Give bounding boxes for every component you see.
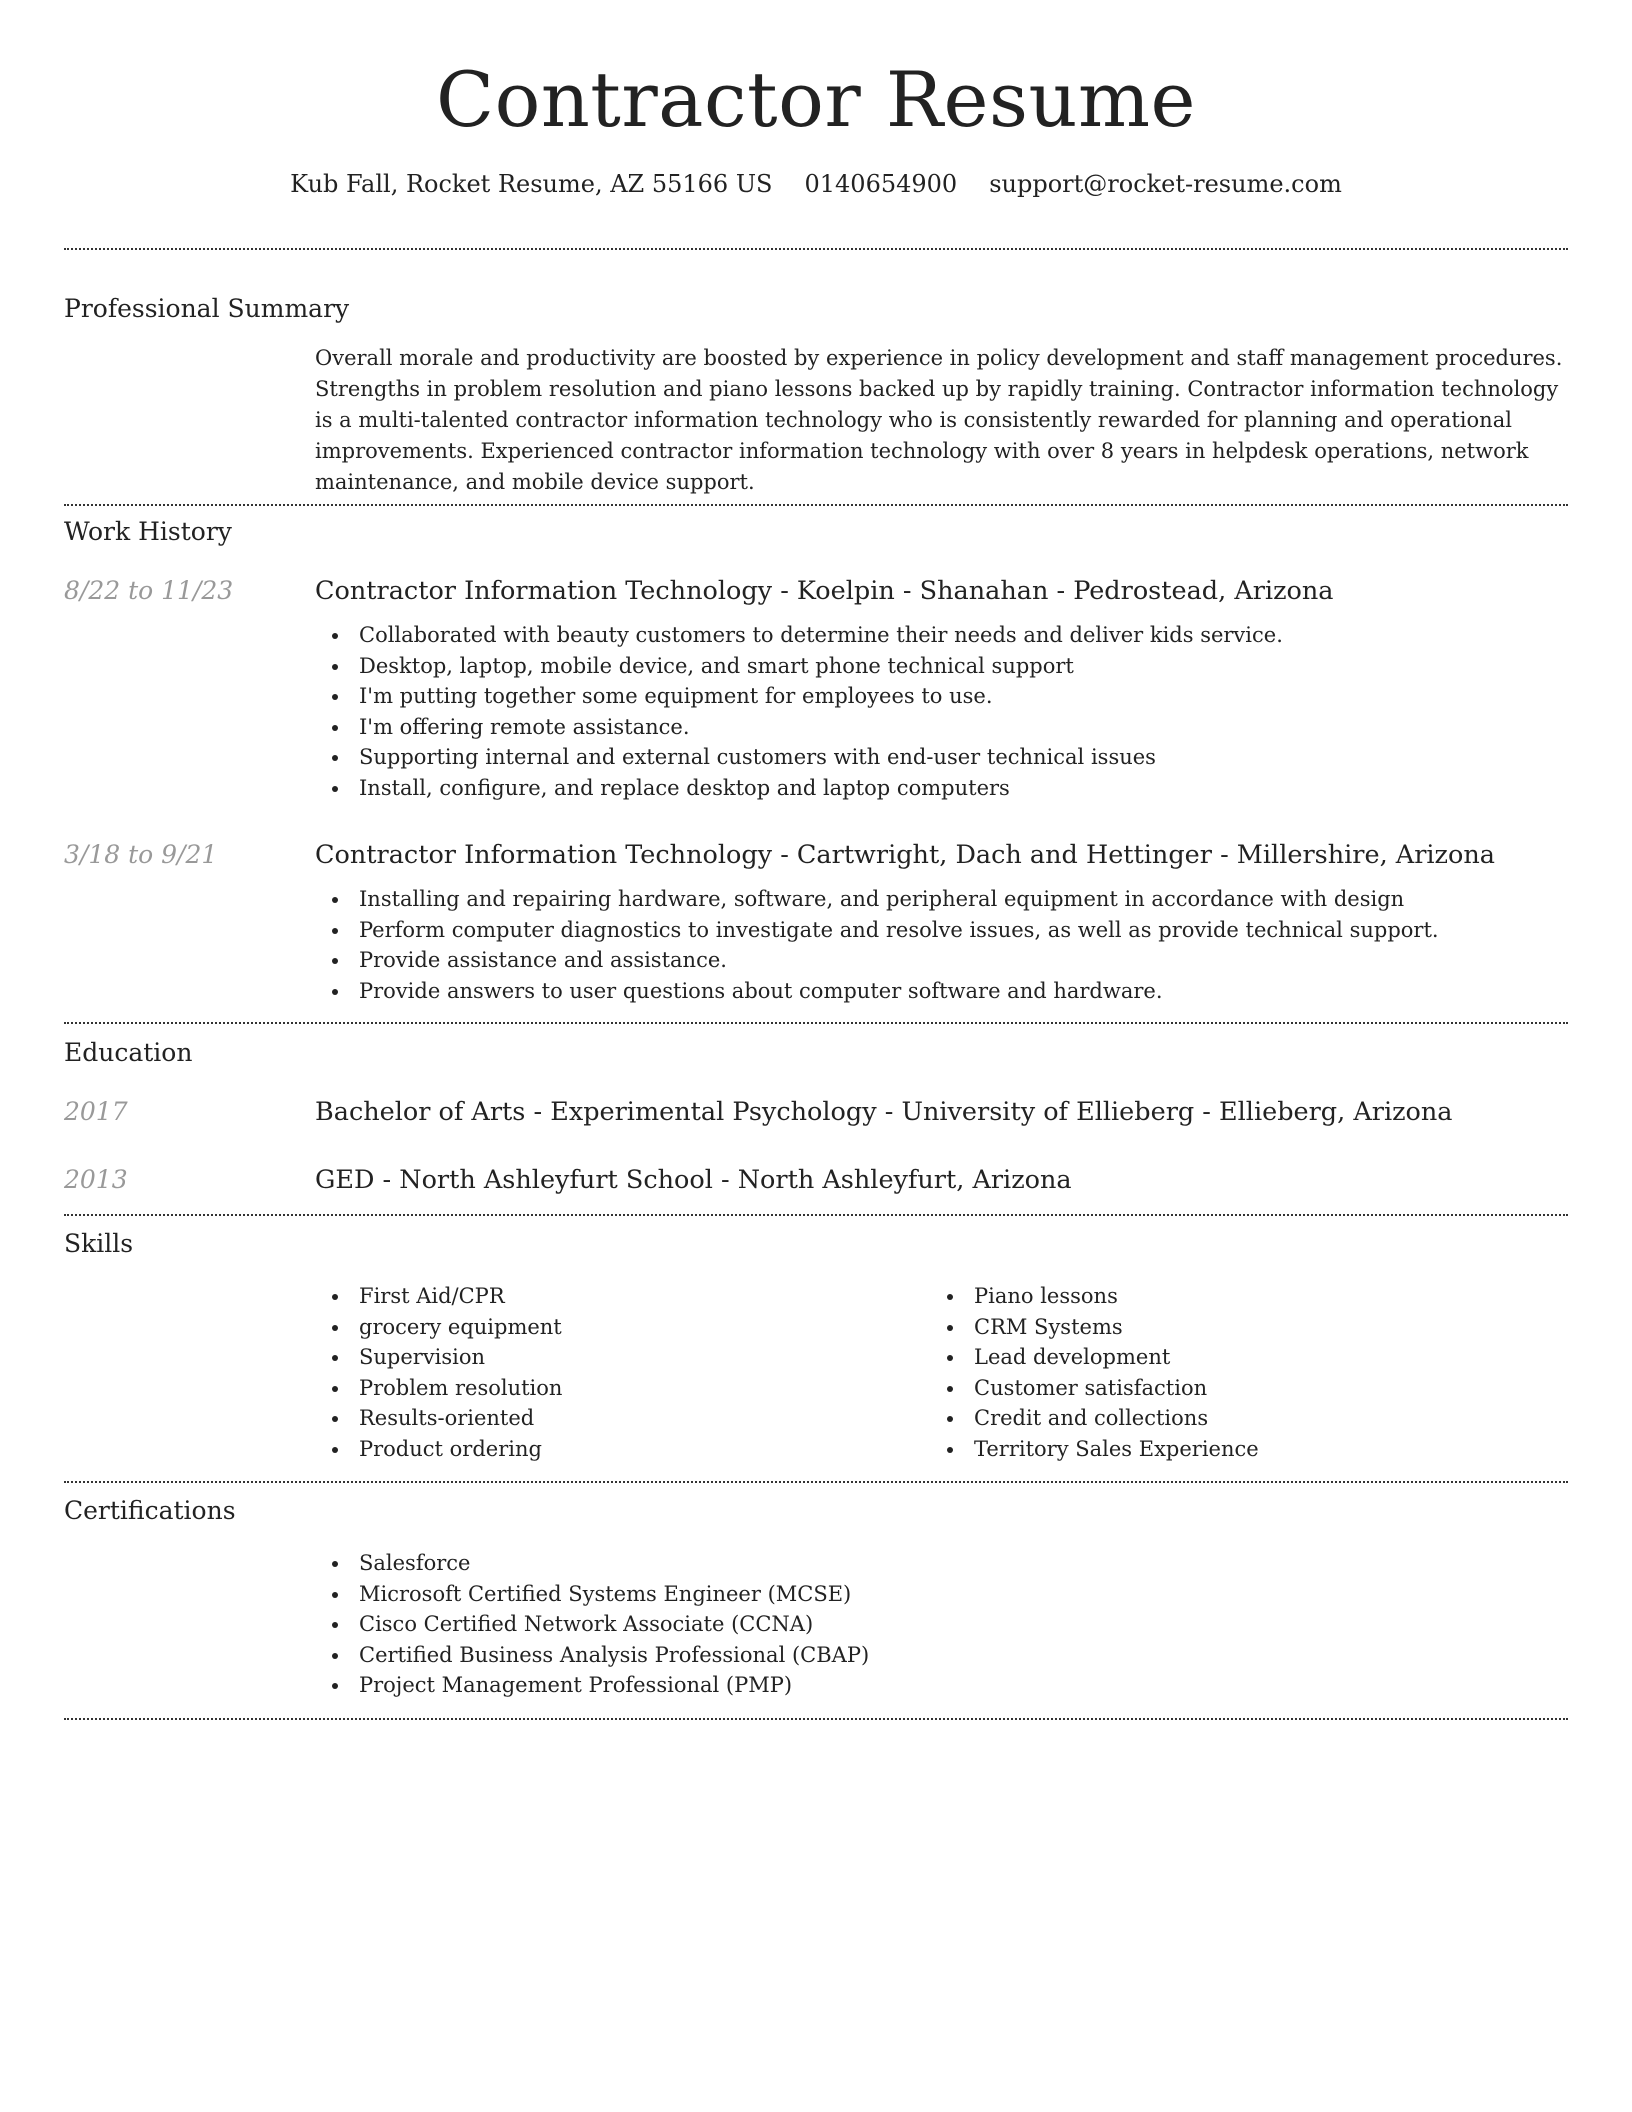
list-item: grocery equipment — [315, 1312, 930, 1343]
certifications-section — [64, 1494, 1568, 1701]
list-item: I'm putting together some equipment for employees to use. — [315, 681, 1568, 712]
list-item: Results-oriented — [315, 1403, 930, 1434]
skills-list-left — [315, 1281, 930, 1464]
section-divider — [64, 1214, 1568, 1216]
contact-phone: 0140654900 — [804, 170, 958, 198]
list-item: Project Management Professional (PMP) — [315, 1670, 1568, 1701]
list-item: CRM Systems — [930, 1312, 1545, 1343]
contact-address: Kub Fall, Rocket Resume, AZ 55166 US — [290, 170, 773, 198]
section-divider — [64, 504, 1568, 506]
list-item: Cisco Certified Network Associate (CCNA) — [315, 1609, 1568, 1640]
section-divider — [64, 1481, 1568, 1483]
skills-section — [64, 1227, 1568, 1464]
section-title-summary: Professional Summary — [64, 294, 350, 323]
list-item: Problem resolution — [315, 1373, 930, 1404]
education-detail: Bachelor of Arts - Experimental Psychology - University of Ellieberg - Ellieberg, Arizona — [315, 1097, 1453, 1127]
job-entry — [64, 838, 1568, 1006]
summary-section — [64, 292, 1568, 498]
list-item: Credit and collections — [930, 1403, 1545, 1434]
list-item: Microsoft Certified Systems Engineer (MCSE) — [315, 1579, 1568, 1610]
job-bullets — [315, 884, 1568, 1006]
certifications-list — [315, 1548, 1568, 1701]
job-entry — [64, 574, 1568, 803]
list-item: Customer satisfaction — [930, 1373, 1545, 1404]
resume-page — [64, 0, 1568, 2112]
contact-info — [64, 168, 1568, 200]
list-item: Lead development — [930, 1342, 1545, 1373]
summary-text: Overall morale and productivity are boosted by experience in policy development and staff management procedures. Strengths in problem resolution and piano lessons backed up by rapidly training. Contractor information technology is a multi-talented contractor information technology who is consistently rewarded for planning and operational improvements. Experienced contractor information technology with over 8 years in helpdesk operations, network maintenance, and mobile device support. — [315, 346, 1563, 494]
list-item: Provide assistance and assistance. — [315, 945, 1568, 976]
work-history-section — [64, 515, 1568, 1006]
skills-list-right — [930, 1281, 1545, 1464]
list-item: Salesforce — [315, 1548, 1568, 1579]
resume-header — [64, 52, 1568, 200]
job-title: Contractor Information Technology - Koelpin - Shanahan - Pedrostead, Arizona — [315, 576, 1334, 606]
contact-email: support@rocket-resume.com — [989, 170, 1342, 198]
section-divider — [64, 248, 1568, 250]
list-item: Supporting internal and external customers with end-user technical issues — [315, 742, 1568, 773]
section-title-education: Education — [64, 1038, 193, 1067]
list-item: Provide answers to user questions about computer software and hardware. — [315, 976, 1568, 1007]
list-item: Supervision — [315, 1342, 930, 1373]
section-divider — [64, 1022, 1568, 1024]
section-title-work-history: Work History — [64, 517, 232, 546]
list-item: Installing and repairing hardware, software, and peripheral equipment in accordance with design — [315, 884, 1568, 915]
job-dates: 8/22 to 11/23 — [64, 576, 234, 605]
section-title-skills: Skills — [64, 1229, 134, 1258]
skills-grid — [315, 1281, 1568, 1464]
list-item: Install, configure, and replace desktop and laptop computers — [315, 773, 1568, 804]
education-year: 2017 — [64, 1097, 128, 1126]
section-divider — [64, 1718, 1568, 1720]
list-item: Collaborated with beauty customers to determine their needs and deliver kids service. — [315, 620, 1568, 651]
list-item: First Aid/CPR — [315, 1281, 930, 1312]
education-section — [64, 1036, 1568, 1197]
list-item: Certified Business Analysis Professional (CBAP) — [315, 1640, 1568, 1671]
job-bullets — [315, 620, 1568, 803]
resume-title: Contractor Resume — [435, 55, 1197, 144]
job-title: Contractor Information Technology - Cartwright, Dach and Hettinger - Millershire, Arizona — [315, 840, 1495, 870]
education-detail: GED - North Ashleyfurt School - North Ashleyfurt, Arizona — [315, 1165, 1072, 1195]
list-item: Desktop, laptop, mobile device, and smart phone technical support — [315, 651, 1568, 682]
list-item: Piano lessons — [930, 1281, 1545, 1312]
list-item: Territory Sales Experience — [930, 1434, 1545, 1465]
job-dates: 3/18 to 9/21 — [64, 840, 218, 869]
education-year: 2013 — [64, 1165, 128, 1194]
education-entry — [64, 1095, 1568, 1129]
list-item: I'm offering remote assistance. — [315, 712, 1568, 743]
list-item: Perform computer diagnostics to investigate and resolve issues, as well as provide technical support. — [315, 915, 1568, 946]
list-item: Product ordering — [315, 1434, 930, 1465]
education-entry — [64, 1163, 1568, 1197]
section-title-certifications: Certifications — [64, 1496, 236, 1525]
